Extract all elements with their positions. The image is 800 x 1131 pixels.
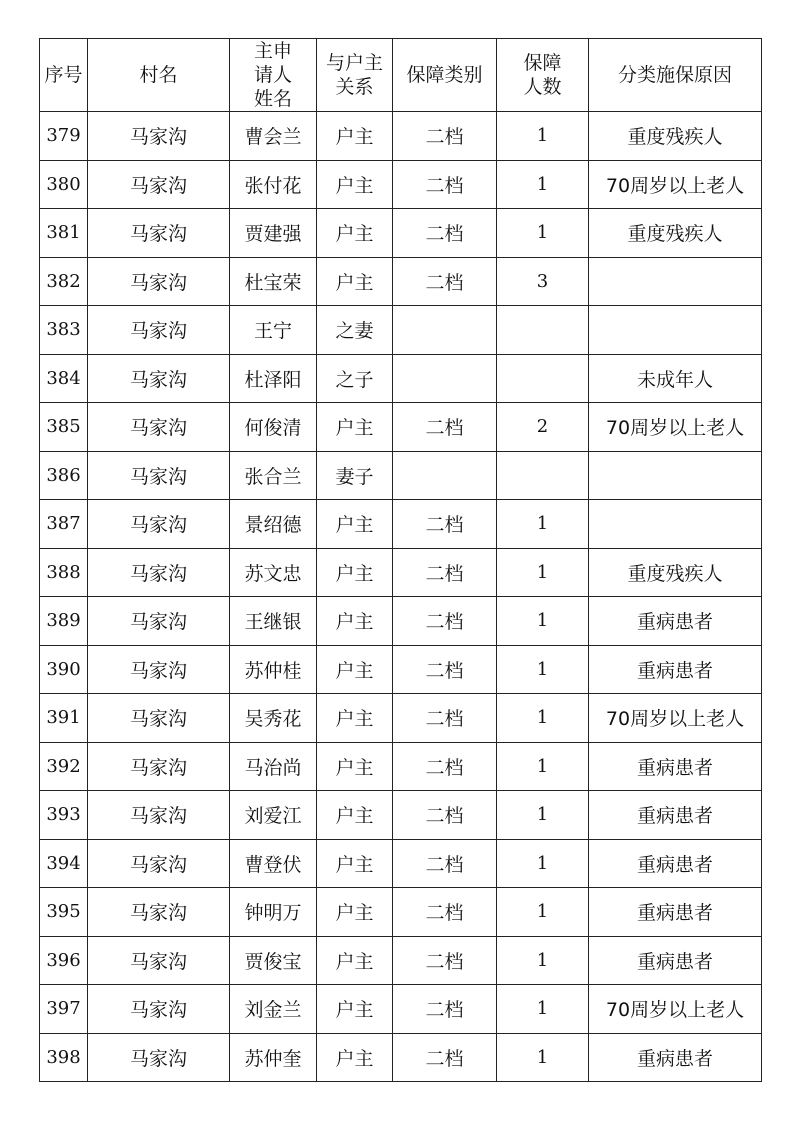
cell-category: 二档	[393, 548, 497, 597]
table-row	[40, 548, 762, 597]
cell-count: 1	[497, 839, 589, 888]
cell-category: 二档	[393, 645, 497, 694]
cell-count	[497, 354, 589, 403]
cell-seq: 382	[40, 257, 88, 306]
cell-village: 马家沟	[88, 209, 230, 258]
cell-applicant: 苏文忠	[230, 548, 317, 597]
cell-applicant: 张付花	[230, 160, 317, 209]
cell-village: 马家沟	[88, 888, 230, 937]
table-row	[40, 112, 762, 161]
cell-category: 二档	[393, 500, 497, 549]
cell-category	[393, 354, 497, 403]
table-row	[40, 160, 762, 209]
table-row	[40, 306, 762, 355]
cell-applicant: 王宁	[230, 306, 317, 355]
header-applicant: 主申请人姓名	[230, 39, 317, 112]
cell-village: 马家沟	[88, 306, 230, 355]
table-row	[40, 742, 762, 791]
cell-village: 马家沟	[88, 1033, 230, 1082]
cell-category: 二档	[393, 160, 497, 209]
cell-reason: 重病患者	[589, 1033, 762, 1082]
cell-count: 3	[497, 257, 589, 306]
cell-count	[497, 451, 589, 500]
cell-village: 马家沟	[88, 645, 230, 694]
cell-seq: 395	[40, 888, 88, 937]
cell-village: 马家沟	[88, 451, 230, 500]
cell-seq: 398	[40, 1033, 88, 1082]
cell-village: 马家沟	[88, 257, 230, 306]
header-relation: 与户主关系	[317, 39, 393, 112]
cell-count: 1	[497, 112, 589, 161]
cell-seq: 380	[40, 160, 88, 209]
cell-applicant: 刘金兰	[230, 985, 317, 1034]
cell-count: 1	[497, 160, 589, 209]
cell-relation: 户主	[317, 936, 393, 985]
cell-count: 1	[497, 791, 589, 840]
cell-seq: 385	[40, 403, 88, 452]
cell-village: 马家沟	[88, 936, 230, 985]
cell-seq: 383	[40, 306, 88, 355]
table-row	[40, 839, 762, 888]
cell-reason	[589, 500, 762, 549]
cell-village: 马家沟	[88, 985, 230, 1034]
cell-applicant: 吴秀花	[230, 694, 317, 743]
cell-relation: 户主	[317, 112, 393, 161]
cell-relation: 户主	[317, 742, 393, 791]
table-row	[40, 791, 762, 840]
cell-reason: 重病患者	[589, 597, 762, 646]
cell-village: 马家沟	[88, 839, 230, 888]
cell-count: 1	[497, 597, 589, 646]
cell-seq: 379	[40, 112, 88, 161]
cell-category: 二档	[393, 257, 497, 306]
assistance-roster-table	[39, 38, 762, 1082]
table-row	[40, 451, 762, 500]
header-seq: 序号	[40, 39, 88, 112]
cell-reason: 重度残疾人	[589, 548, 762, 597]
table-row	[40, 597, 762, 646]
cell-category: 二档	[393, 403, 497, 452]
cell-relation: 户主	[317, 1033, 393, 1082]
header-count: 保障人数	[497, 39, 589, 112]
cell-village: 马家沟	[88, 112, 230, 161]
cell-seq: 386	[40, 451, 88, 500]
header-village: 村名	[88, 39, 230, 112]
cell-reason: 70周岁以上老人	[589, 694, 762, 743]
cell-count: 1	[497, 888, 589, 937]
cell-relation: 户主	[317, 791, 393, 840]
cell-category: 二档	[393, 936, 497, 985]
cell-village: 马家沟	[88, 742, 230, 791]
cell-applicant: 贾建强	[230, 209, 317, 258]
cell-applicant: 苏仲桂	[230, 645, 317, 694]
cell-applicant: 钟明万	[230, 888, 317, 937]
cell-relation: 户主	[317, 645, 393, 694]
cell-reason: 重病患者	[589, 888, 762, 937]
table-row	[40, 985, 762, 1034]
cell-reason: 未成年人	[589, 354, 762, 403]
cell-village: 马家沟	[88, 160, 230, 209]
cell-applicant: 曹会兰	[230, 112, 317, 161]
cell-relation: 户主	[317, 694, 393, 743]
table-row	[40, 694, 762, 743]
cell-village: 马家沟	[88, 548, 230, 597]
cell-reason: 重度残疾人	[589, 209, 762, 258]
cell-reason: 70周岁以上老人	[589, 160, 762, 209]
cell-relation: 户主	[317, 548, 393, 597]
cell-category: 二档	[393, 742, 497, 791]
cell-village: 马家沟	[88, 597, 230, 646]
cell-reason	[589, 257, 762, 306]
cell-count: 1	[497, 1033, 589, 1082]
cell-category	[393, 306, 497, 355]
cell-village: 马家沟	[88, 354, 230, 403]
cell-seq: 392	[40, 742, 88, 791]
cell-applicant: 曹登伏	[230, 839, 317, 888]
cell-count: 1	[497, 645, 589, 694]
header-category: 保障类别	[393, 39, 497, 112]
cell-reason: 70周岁以上老人	[589, 985, 762, 1034]
cell-category	[393, 451, 497, 500]
table-row	[40, 645, 762, 694]
cell-count: 2	[497, 403, 589, 452]
cell-relation: 之子	[317, 354, 393, 403]
cell-category: 二档	[393, 888, 497, 937]
cell-relation: 户主	[317, 597, 393, 646]
table-body	[40, 112, 762, 1082]
table-row	[40, 209, 762, 258]
cell-relation: 户主	[317, 985, 393, 1034]
table-row	[40, 403, 762, 452]
cell-village: 马家沟	[88, 791, 230, 840]
cell-reason: 重病患者	[589, 936, 762, 985]
cell-relation: 户主	[317, 403, 393, 452]
table-row	[40, 936, 762, 985]
cell-category: 二档	[393, 1033, 497, 1082]
cell-applicant: 杜宝荣	[230, 257, 317, 306]
cell-applicant: 王继银	[230, 597, 317, 646]
cell-reason: 重病患者	[589, 742, 762, 791]
cell-relation: 户主	[317, 209, 393, 258]
cell-applicant: 贾俊宝	[230, 936, 317, 985]
cell-category: 二档	[393, 209, 497, 258]
cell-reason: 重病患者	[589, 645, 762, 694]
cell-seq: 396	[40, 936, 88, 985]
cell-category: 二档	[393, 985, 497, 1034]
cell-reason: 重病患者	[589, 839, 762, 888]
table-row	[40, 500, 762, 549]
cell-count: 1	[497, 936, 589, 985]
cell-relation: 之妻	[317, 306, 393, 355]
table-row	[40, 257, 762, 306]
cell-village: 马家沟	[88, 403, 230, 452]
cell-count	[497, 306, 589, 355]
cell-seq: 394	[40, 839, 88, 888]
cell-count: 1	[497, 742, 589, 791]
cell-relation: 户主	[317, 888, 393, 937]
cell-applicant: 景绍德	[230, 500, 317, 549]
cell-count: 1	[497, 694, 589, 743]
cell-applicant: 杜泽阳	[230, 354, 317, 403]
cell-relation: 户主	[317, 160, 393, 209]
cell-relation: 户主	[317, 257, 393, 306]
cell-seq: 384	[40, 354, 88, 403]
cell-relation: 妻子	[317, 451, 393, 500]
cell-category: 二档	[393, 112, 497, 161]
cell-seq: 391	[40, 694, 88, 743]
cell-village: 马家沟	[88, 500, 230, 549]
cell-reason	[589, 451, 762, 500]
cell-relation: 户主	[317, 839, 393, 888]
cell-reason: 70周岁以上老人	[589, 403, 762, 452]
cell-reason: 重病患者	[589, 791, 762, 840]
table-row	[40, 888, 762, 937]
cell-reason: 重度残疾人	[589, 112, 762, 161]
table-row	[40, 354, 762, 403]
cell-seq: 389	[40, 597, 88, 646]
cell-category: 二档	[393, 791, 497, 840]
cell-seq: 388	[40, 548, 88, 597]
cell-seq: 387	[40, 500, 88, 549]
cell-count: 1	[497, 548, 589, 597]
table-header	[40, 39, 762, 112]
cell-applicant: 苏仲奎	[230, 1033, 317, 1082]
cell-relation: 户主	[317, 500, 393, 549]
cell-reason	[589, 306, 762, 355]
cell-seq: 381	[40, 209, 88, 258]
cell-village: 马家沟	[88, 694, 230, 743]
cell-seq: 393	[40, 791, 88, 840]
cell-count: 1	[497, 500, 589, 549]
cell-applicant: 刘爱江	[230, 791, 317, 840]
cell-category: 二档	[393, 694, 497, 743]
header-row	[40, 39, 762, 112]
cell-category: 二档	[393, 597, 497, 646]
cell-applicant: 何俊清	[230, 403, 317, 452]
cell-category: 二档	[393, 839, 497, 888]
table-row	[40, 1033, 762, 1082]
cell-count: 1	[497, 985, 589, 1034]
cell-applicant: 马治尚	[230, 742, 317, 791]
header-reason: 分类施保原因	[589, 39, 762, 112]
cell-seq: 397	[40, 985, 88, 1034]
cell-applicant: 张合兰	[230, 451, 317, 500]
cell-count: 1	[497, 209, 589, 258]
cell-seq: 390	[40, 645, 88, 694]
